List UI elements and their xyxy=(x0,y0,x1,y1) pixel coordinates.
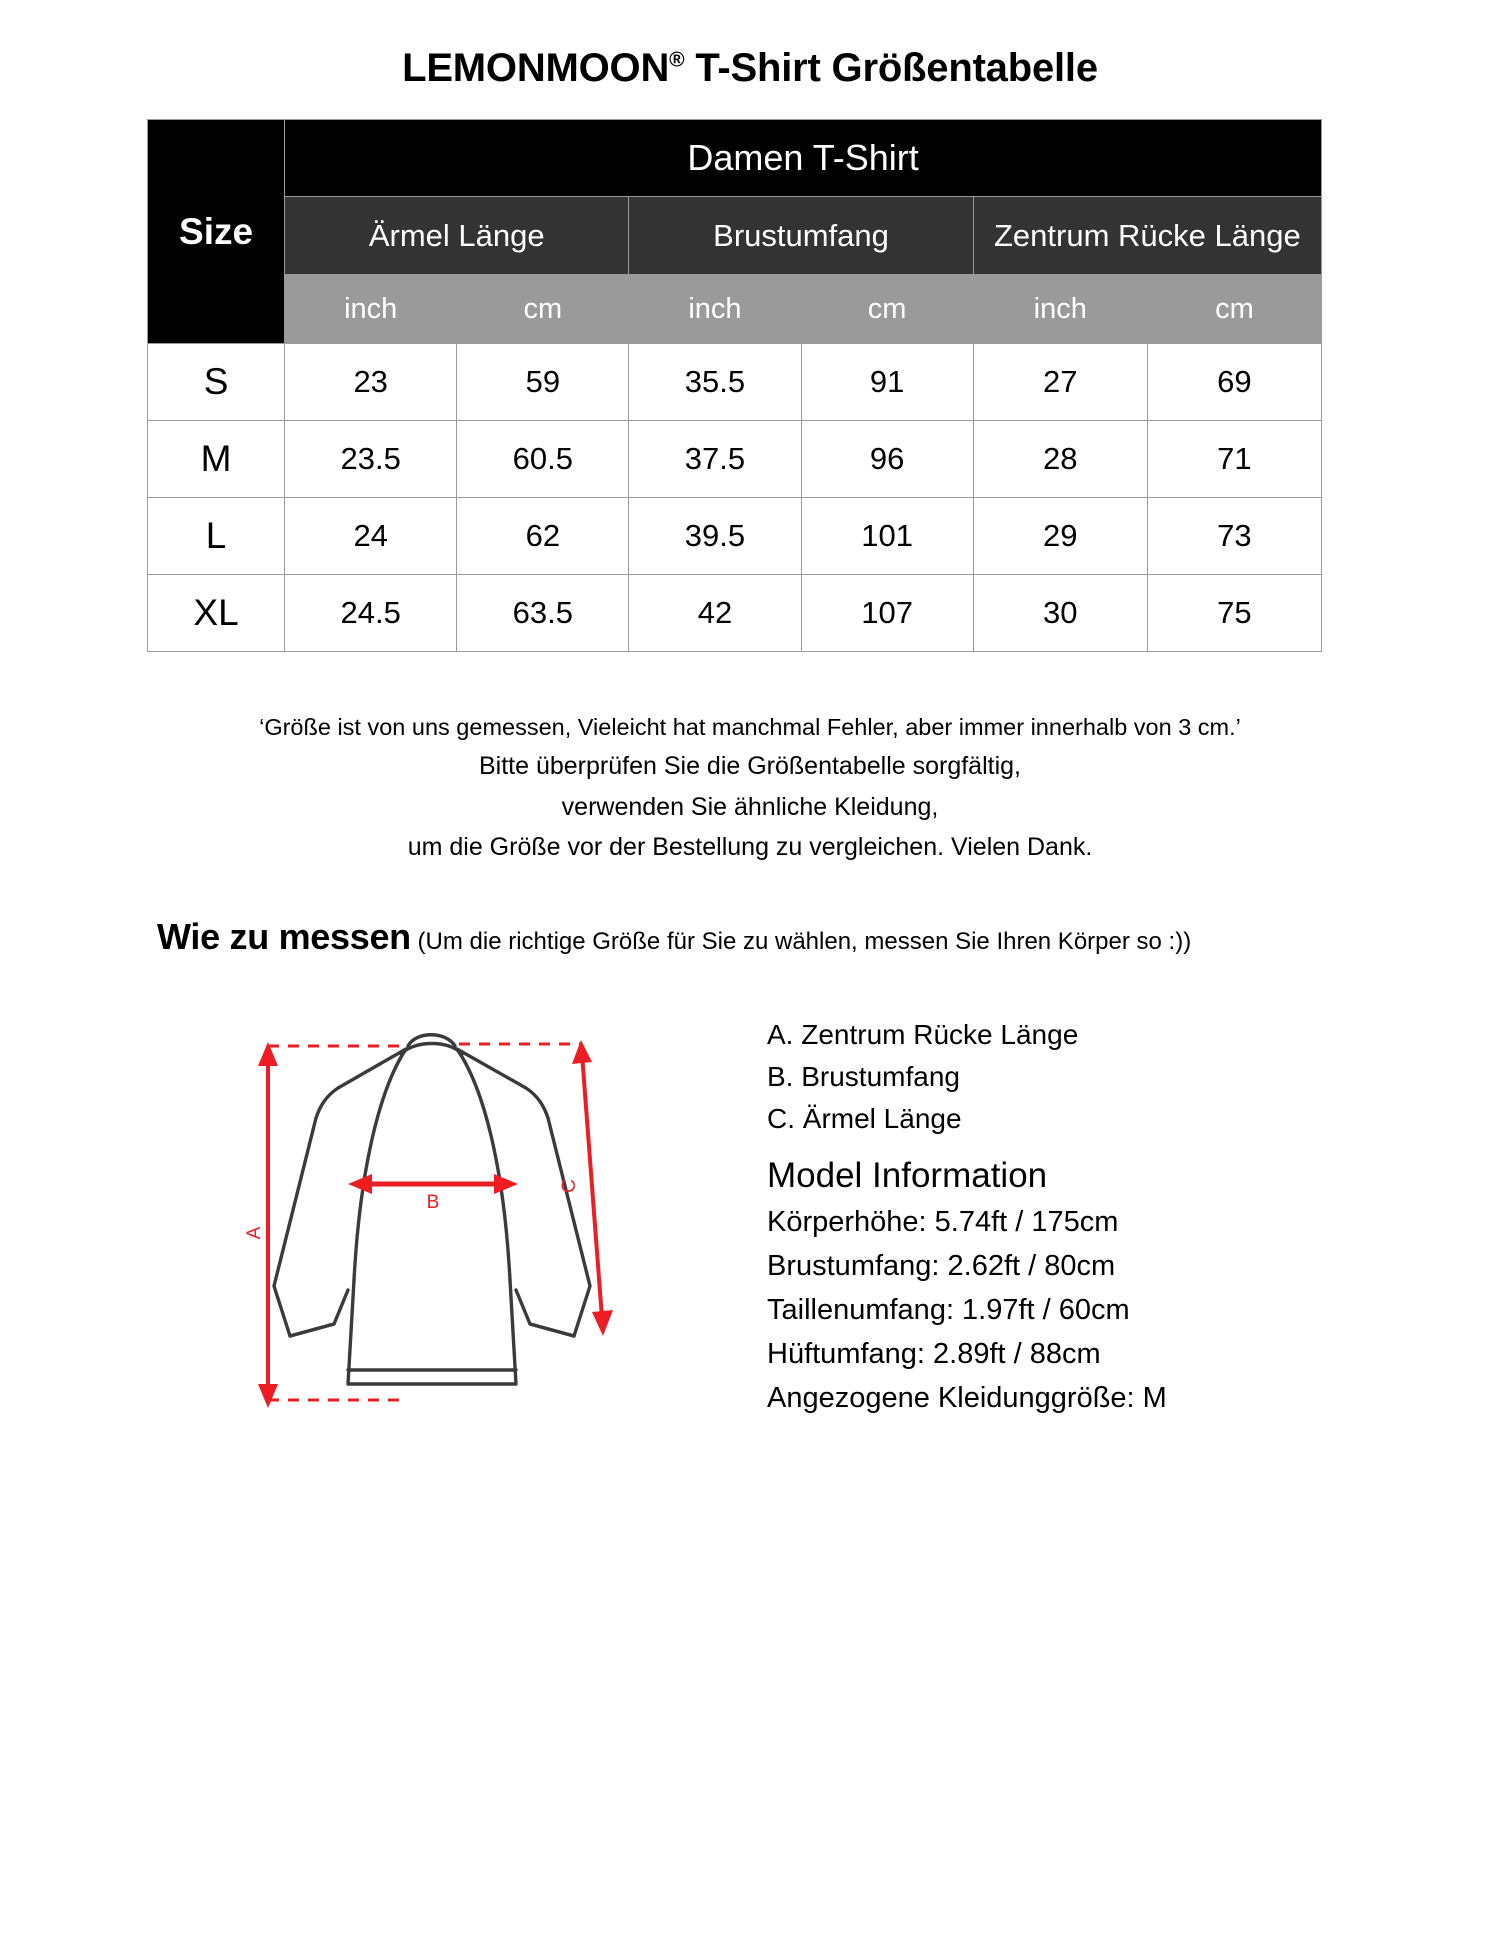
note-line-2: Bitte überprüfen Sie die Größentabelle sorgfältig, xyxy=(479,752,1021,781)
group-header-sleeve: Ärmel Länge xyxy=(285,197,629,275)
row-size-label: L xyxy=(148,498,285,575)
cell-chest-cm: 107 xyxy=(801,575,973,652)
model-chest: Brustumfang: 2.62ft / 80cm xyxy=(767,1249,1116,1282)
measurement-legend xyxy=(767,1014,1355,1140)
size-chart-table xyxy=(147,119,1322,652)
cell-backlength-cm: 71 xyxy=(1147,421,1321,498)
cell-sleeve-cm: 62 xyxy=(457,498,629,575)
model-waist: Taillenumfang: 1.97ft / 60cm xyxy=(767,1293,1130,1326)
unit-header-sleeve-inch: inch xyxy=(285,275,457,344)
note-line-4: um die Größe vor der Bestellung zu vergleichen. Vielen Dank. xyxy=(407,833,1093,862)
cell-backlength-inch: 27 xyxy=(973,344,1147,421)
row-size-label: M xyxy=(148,421,285,498)
table-header-row-category xyxy=(148,120,1322,197)
cell-sleeve-cm: 60.5 xyxy=(457,421,629,498)
how-to-measure-title: Wie zu messen xyxy=(157,915,411,957)
unit-header-sleeve-cm: cm xyxy=(457,275,629,344)
row-size-label: S xyxy=(148,344,285,421)
size-column-header: Size xyxy=(148,120,285,344)
cell-chest-cm: 96 xyxy=(801,421,973,498)
cell-chest-cm: 91 xyxy=(801,344,973,421)
category-header: Damen T-Shirt xyxy=(285,120,1322,197)
table-row xyxy=(148,421,1322,498)
unit-header-backlength-inch: inch xyxy=(973,275,1147,344)
measure-c-label: C xyxy=(559,1178,580,1193)
measure-b-arrow xyxy=(348,1174,518,1194)
unit-header-chest-inch: inch xyxy=(629,275,801,344)
registered-mark: ® xyxy=(669,48,685,72)
cell-backlength-inch: 28 xyxy=(973,421,1147,498)
model-hip: Hüftumfang: 2.89ft / 88cm xyxy=(767,1337,1101,1370)
group-header-chest: Brustumfang xyxy=(629,197,973,275)
table-row xyxy=(148,575,1322,652)
cell-backlength-cm: 73 xyxy=(1147,498,1321,575)
tshirt-measurement-diagram xyxy=(230,1018,660,1418)
cell-chest-inch: 37.5 xyxy=(629,421,801,498)
cell-chest-inch: 39.5 xyxy=(629,498,801,575)
model-information-list xyxy=(767,1200,1355,1420)
measurement-diagram-container xyxy=(145,1004,745,1418)
legend-item-b: B. Brustumfang xyxy=(767,1060,960,1092)
cell-sleeve-cm: 59 xyxy=(457,344,629,421)
legend-item-a: A. Zentrum Rücke Länge xyxy=(767,1018,1079,1050)
how-to-measure-heading xyxy=(145,916,1355,958)
measurement-info xyxy=(745,1004,1355,1420)
measure-a-arrow xyxy=(258,1042,278,1408)
model-information-title: Model Information xyxy=(767,1155,1048,1195)
table-header-row-units xyxy=(148,275,1322,344)
row-size-label: XL xyxy=(148,575,285,652)
group-header-backlength: Zentrum Rücke Länge xyxy=(973,197,1321,275)
note-line-1: ‘Größe ist von uns gemessen, Vieleicht hat manchmal Fehler, aber immer innerhalb von 3 cm.’ xyxy=(259,714,1241,740)
table-row xyxy=(148,498,1322,575)
size-chart-page xyxy=(145,0,1355,1420)
model-height: Körperhöhe: 5.74ft / 175cm xyxy=(767,1205,1119,1238)
model-worn-size: Angezogene Kleidunggröße: M xyxy=(767,1381,1167,1414)
measure-a-label: A xyxy=(244,1226,265,1239)
bottom-section xyxy=(145,1004,1355,1420)
cell-backlength-inch: 30 xyxy=(973,575,1147,652)
unit-header-backlength-cm: cm xyxy=(1147,275,1321,344)
cell-backlength-cm: 69 xyxy=(1147,344,1321,421)
cell-chest-inch: 42 xyxy=(629,575,801,652)
cell-sleeve-cm: 63.5 xyxy=(457,575,629,652)
table-row xyxy=(148,344,1322,421)
cell-sleeve-inch: 24 xyxy=(285,498,457,575)
cell-backlength-inch: 29 xyxy=(973,498,1147,575)
cell-sleeve-inch: 24.5 xyxy=(285,575,457,652)
cell-chest-cm: 101 xyxy=(801,498,973,575)
how-to-measure-subtitle: (Um die richtige Größe für Sie zu wählen, messen Sie Ihren Körper so :)) xyxy=(410,927,1192,955)
cell-sleeve-inch: 23.5 xyxy=(285,421,457,498)
page-title xyxy=(145,46,1355,91)
cell-backlength-cm: 75 xyxy=(1147,575,1321,652)
cell-chest-inch: 35.5 xyxy=(629,344,801,421)
brand-name: LEMONMOON xyxy=(402,46,670,90)
cell-sleeve-inch: 23 xyxy=(285,344,457,421)
table-header-row-groups xyxy=(148,197,1322,275)
legend-item-c: C. Ärmel Länge xyxy=(767,1102,962,1134)
measurement-notes xyxy=(145,708,1355,868)
title-rest: T-Shirt Größentabelle xyxy=(684,46,1098,90)
unit-header-chest-cm: cm xyxy=(801,275,973,344)
note-line-3: verwenden Sie ähnliche Kleidung, xyxy=(561,792,939,821)
measure-b-label: B xyxy=(426,1191,440,1213)
